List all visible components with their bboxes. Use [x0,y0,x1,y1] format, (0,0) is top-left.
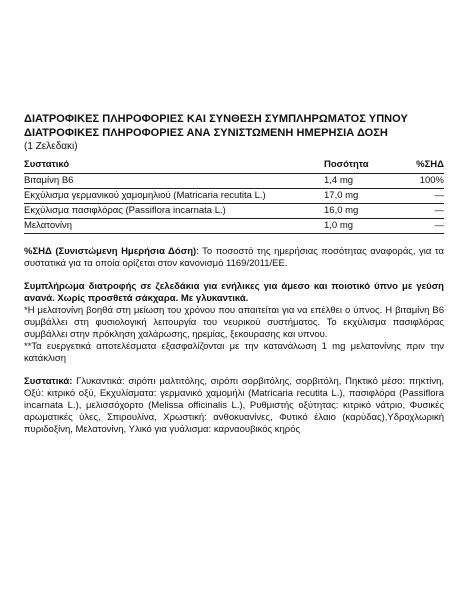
row-qty: 1,4 mg [324,174,404,189]
row-rda: — [404,219,444,234]
row-name: Εκχύλισμα πασιφλόρας (Passiflora incarnata L.) [24,204,324,219]
rda-note [24,246,444,270]
ingredients-list [24,376,444,436]
row-qty: 16,0 mg [324,204,404,219]
table-row [24,189,444,204]
nutrition-table [24,157,444,234]
health-claim-note: *Η μελατονίνη βοηθά στη μείωση του χρόνου που απαιτείται για να επέλθει ο ύπνος. Η βιταμίνη Β6 συμβάλλει στη φυσιολογική λειτουργία του νευρικού συστήματος. Το εκχύλισμα πασιφλόρας συμβάλλει στην πρόκληση χαλάρωσης, ηρεμίας, ξεκουρασης και υπνου. [24,305,444,340]
panel-title-line2: ΔΙΑΤΡΟΦΙΚΕΣ ΠΛΗΡΟΦΟΡΙΕΣ ΑΝΑ ΣΥΝΙΣΤΩΜΕΝΗ ΗΜΕΡΗΣΙΑ ΔΟΣΗ [24,127,388,139]
row-name: Εκχύλισμα γερμανικού χαμομηλιού (Matricaria recutita L.) [24,189,324,204]
table-row [24,204,444,219]
row-rda: — [404,189,444,204]
row-name: Βιταμίνη Β6 [24,174,324,189]
row-name: Μελατονίνη [24,219,324,234]
row-rda: — [404,204,444,219]
table-row [24,174,444,189]
serving-size: (1 Ζελεδακι) [24,141,78,152]
ingredients-text: Γλυκαντικά: σιρόπι μαλτιτόλης, σιρόπι σορβιτόλης, σορβιτόλη, Πηκτικό μέσο: πηκτίνη, Οξύ: κιτρικό οξύ, Εκχυλίσματα: γερμανικό χαμομήλι (Matricaria recutita L.), πασιφλόρα (Passiflora incarnata L.), μελισσόχορτο (Melissa officinalis L.), Ρυθμιστής οξύτητας: κιτρικό νάτριο, Φυσικές αρωματικές ύλες, Σπιρουλίνα, Χρωστική: ανθοκυανίνες, Φυτικό έλαιο (καρύδας),Υδροχλωρική πυριδοξίνη, Μελατονίνη, Υλικό για γυάλισμα: καρναουβικός κηρός [24,376,444,435]
rda-note-label: %ΣΗΔ (Συνιστώμενη Ημερήσια Δόση) [24,246,197,257]
rda-note-text: : Το ποσοστό της ημερήσιας ποσότητας αναφοράς, για τα συστατικά για τα οποία ορίζεται στον κανονισμό 1169/2011/ΕΕ. [24,246,445,269]
ingredients-label: Συστατικά: [24,376,73,387]
table-header-row [24,157,444,174]
panel-title-line1: ΔΙΑΤΡΟΦΙΚΕΣ ΠΛΗΡΟΦΟΡΙΕΣ ΚΑΙ ΣΥΝΘΕΣΗ ΣΥΜΠΛΗΡΩΜΑΤΟΣ ΥΠΝΟΥ [24,113,408,125]
row-rda: 100% [404,174,444,189]
table-row [24,219,444,234]
header-quantity: Ποσότητα [324,157,404,174]
melatonin-note: **Τα ευεργετικά αποτελέσματα εξασφαλίζονται με την κατανάλωση 1 mg μελατονίνης πριν την κατάκλιση [24,341,444,364]
row-qty: 1,0 mg [324,219,404,234]
supplement-facts-panel [24,112,444,436]
header-ingredient: Συστατικό [24,157,324,174]
header-rda: %ΣΗΔ [404,157,444,174]
product-claim: Συμπλήρωμα διατροφής σε ζελεδάκια για ενήλικες για άμεσο και ποιοτικό ύπνο με γεύση ανανά. Χωρίς προσθετά σάκχαρα. Με γλυκαντικά. [24,281,444,304]
row-qty: 17,0 mg [324,189,404,204]
